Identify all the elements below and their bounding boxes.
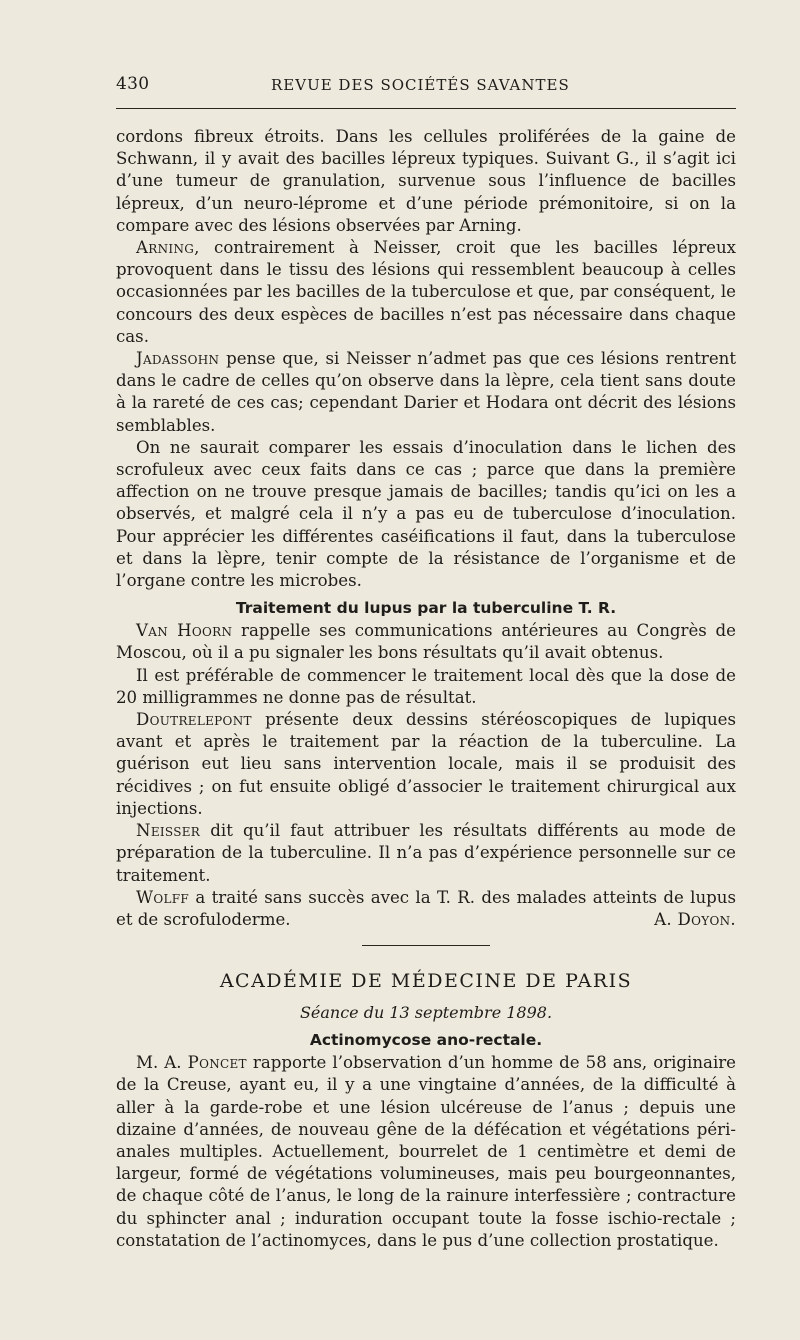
author-prefix: M. A. [136, 1053, 188, 1073]
paragraph-text: rapporte l’observation d’un homme de 58 ans, originaire de la Creuse, ayant eu, il y a une vingtaine d’années, de la difficulté à aller à la garde-robe et une lésion ulcéreuse de l’anus ; depuis une dizaine d’années, de nouveau gêne de la défécation et végétations péri-anales multiples. Actuellement, bourrelet de 1 centimètre et demi de largeur, formé de végétations volumineuses, mais peu bourgeonnantes, de chaque côté de l’anus, le long de la rainure interfessière ; contracture du sphincter anal ; induration occupant toute la fosse ischio-rectale ; constatation de l’actinomyces, dans le pus d’une collection prostatique. [116, 1053, 736, 1250]
paragraph-text: pense que, si Neisser n’admet pas que ces lésions rentrent dans le cadre de celles qu’on observe dans la lèpre, cela tient sans doute à la rareté de ces cas; cependant Darier et Hodara ont décrit des lésions semblables. [116, 349, 736, 435]
author-name: Poncet [187, 1053, 247, 1073]
running-header [116, 72, 736, 100]
paragraph-6: Il est préférable de commencer le traitement local dès que la dose de 20 milligrammes ne donne pas de résultat. [116, 665, 736, 707]
signature: A. Doyon. [654, 909, 736, 929]
paragraph-4: On ne saurait comparer les essais d’inoculation dans le lichen des scrofuleux avec ceux faits dans ce cas ; parce que dans la première affection on ne trouve presque jamais de bacilles; tandis qu’ici on les a observés, et malgré cela il n’y a pas eu de tuberculose d’inoculation. Pour apprécier les différentes caséifications il faut, dans la tuberculose et dans la lèpre, tenir compte de la résistance de l’organisme et de l’organe contre les microbes. [116, 437, 736, 591]
paragraph-10 [116, 1052, 736, 1252]
section-heading-lupus: Traitement du lupus par la tuberculine T. R. [235, 599, 617, 618]
paragraph-3 [116, 348, 736, 437]
paragraph-7 [116, 709, 736, 820]
session-date: Séance du 13 septembre 1898. [299, 1003, 553, 1023]
section-heading-actinomycose: Actinomycose ano-rectale. [309, 1031, 543, 1050]
author-name: Wolff [136, 887, 190, 907]
paragraph-5 [116, 620, 736, 664]
paragraph-text: rappelle ses communications antérieures au Congrès de Moscou, où il a pu signaler les bons résultats qu’il avait obtenus. [116, 621, 736, 663]
section-separator [362, 945, 490, 946]
page-number: 430 [116, 74, 150, 94]
page-body [116, 126, 736, 1252]
paragraph-9 [116, 887, 736, 931]
header-rule [116, 108, 736, 109]
author-name: Van Hoorn [136, 621, 233, 641]
paragraph-text: présente deux dessins stéréoscopiques de lupiques avant et après le traitement par la réaction de la tuberculine. La guérison eut lieu sans intervention locale, mais il se produisit des récidives ; on fut ensuite obligé d’associer le traitement chirurgical aux injections. [116, 710, 736, 818]
paragraph-2 [116, 237, 736, 348]
running-title: REVUE DES SOCIÉTÉS SAVANTES [271, 76, 570, 94]
paragraph-8 [116, 820, 736, 887]
paragraph-text: dit qu’il faut attribuer les résultats différents au mode de préparation de la tuberculine. Il n’a pas d’expérience personnelle sur ce traitement. [116, 821, 736, 885]
paragraph-1: cordons fibreux étroits. Dans les cellules proliférées de la gaine de Schwann, il y avait des bacilles lépreux typiques. Suivant G., il s’agit ici d’une tumeur de granulation, survenue sous l’influence de bacilles lépreux, d’un neuro-léprome et d’une période prémonitoire, si on la compare avec des lésions observées par Arning. [116, 127, 736, 235]
author-name: Arning [136, 238, 195, 258]
paragraph-text: , contrairement à Neisser, croit que les bacilles lépreux provoquent dans le tissu des lésions qui ressemblent beaucoup à celles occasionnées par les bacilles de la tuberculose et que, par conséquent, le concours des deux espèces de bacilles n’est pas nécessaire dans chaque cas. [116, 238, 736, 346]
paragraph-text: a traité sans succès avec la T. R. des malades atteints de lupus et de scrofuloderme. [116, 887, 736, 929]
author-name: Jadassohn [136, 349, 220, 369]
author-name: Neisser [136, 821, 201, 841]
academy-heading: ACADÉMIE DE MÉDECINE DE PARIS [219, 970, 633, 993]
author-name: Doutrelepont [136, 710, 252, 730]
